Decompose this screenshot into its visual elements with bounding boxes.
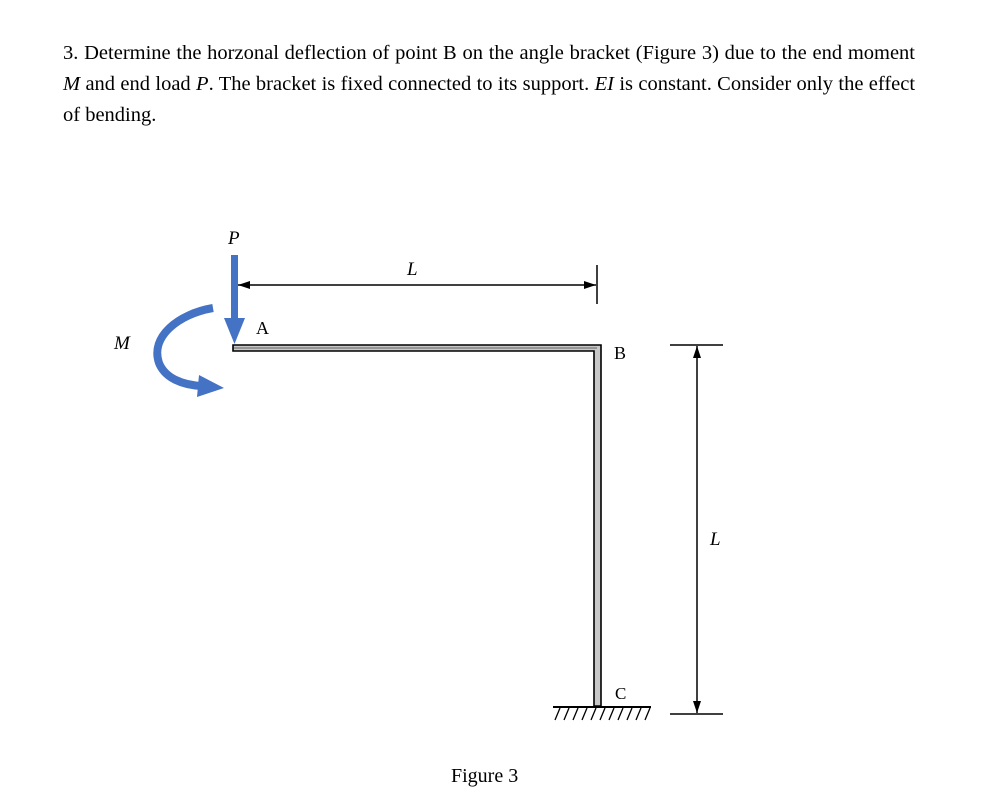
load-symbol: P: [196, 73, 209, 95]
fixed-support-hatch-icon: [553, 707, 651, 720]
rigidity-symbol: EI: [594, 73, 614, 95]
vertical-length-label: L: [710, 529, 721, 550]
point-c-label: C: [615, 684, 627, 703]
problem-text-4: is constant. Consider only the effect of bending.: [63, 73, 916, 126]
problem-text-1: Determine the horzonal deflection of point B on the angle bracket (Figure 3) due to the end moment: [84, 42, 916, 64]
moment-symbol: M: [63, 73, 81, 95]
horizontal-length-label: L: [407, 259, 418, 280]
bracket-member-fill: [233, 345, 601, 706]
point-b-label: B: [614, 343, 627, 363]
problem-number: 3.: [63, 42, 79, 64]
problem-text-2: and end load: [85, 73, 191, 95]
moment-label: M: [114, 333, 130, 354]
point-a-label: A: [256, 318, 269, 338]
figure-caption: Figure 3: [451, 765, 519, 787]
angle-bracket: [233, 345, 601, 706]
load-label: P: [228, 228, 240, 249]
problem-text-3: . The bracket is fixed connected to its support.: [208, 73, 590, 95]
down-arrow-icon: [224, 255, 245, 344]
clockwise-arc-arrow-icon: [157, 308, 224, 397]
